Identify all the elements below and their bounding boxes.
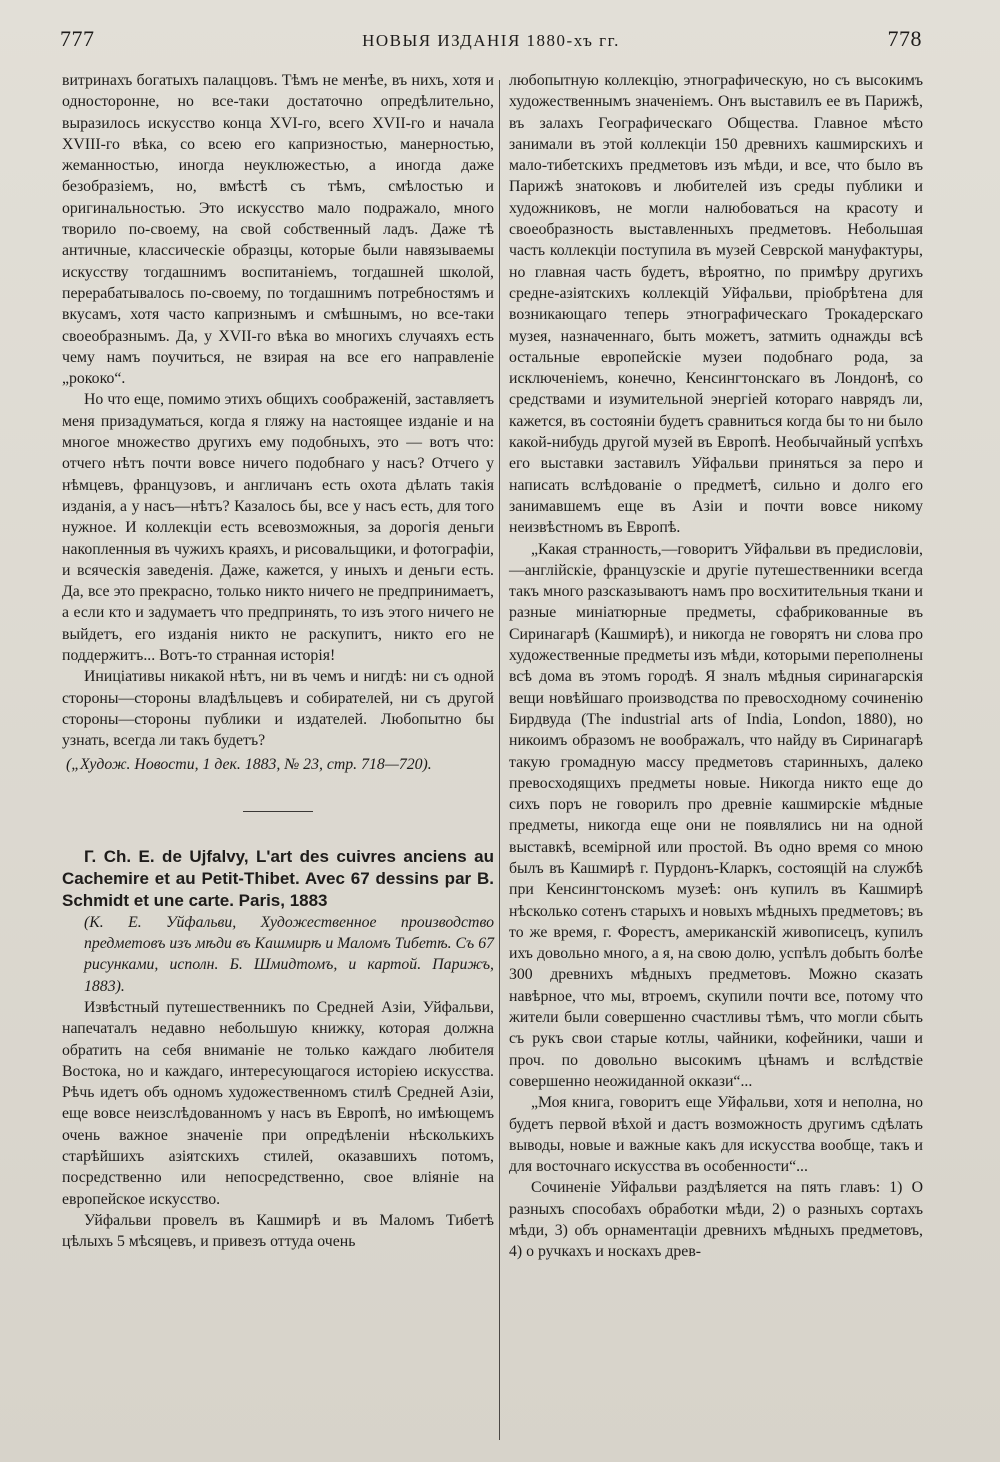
paragraph: Иниціативы никакой нѣтъ, ни въ чемъ и нигдѣ: ни съ одной стороны—стороны владѣльцевъ и собирателей, ни съ другой стороны—стороны публики и издателей. Любопытно бы узнать, всегда ли такъ будетъ? [62, 668, 494, 750]
source-citation: („Худож. Новости, 1 дек. 1883, № 23, стр. 718—720). [66, 755, 432, 773]
paragraph: „Моя книга, говоритъ еще Уйфальви, хотя и неполна, но будетъ первой вѣхой и дастъ возможность другимъ сдѣлать выводы, новые и важные какъ для искусства вообще, такъ и для восточнаго искусства въ особенности“... [509, 1094, 923, 1176]
left-column [62, 70, 494, 1253]
page-number-right: 778 [887, 26, 922, 51]
paragraph: Сочиненіе Уйфальви раздѣляется на пять главъ: 1) О разныхъ способахъ обработки мѣди, 2) о разныхъ сортахъ мѣди, 3) объ орнаментаціи древнихъ мѣдныхъ предметовъ, 4) о ручкахъ и носкахъ древ- [509, 1179, 923, 1261]
column-rule [499, 80, 500, 1440]
book-title: Г. Ch. E. de Ujfalvy, L'art des cuivres anciens au Cachemire et au Petit-Thibet. Avec 67 dessins par B. Schmidt et une carte. Paris, 1883 [62, 846, 494, 910]
book-subtitle: (К. Е. Уйфальви, Художественное производство предметовъ изъ мѣди въ Кашмирѣ и Маломъ Тибетѣ. Съ 67 рисунками, исполн. Б. Шмидтомъ, и картой. Парижъ, 1883). [84, 913, 494, 995]
page-number-left: 777 [60, 26, 95, 51]
paragraph: витринахъ богатыхъ палаццовъ. Тѣмъ не менѣе, въ нихъ, хотя и односторонне, но все-таки достаточно опредѣлительно, выразилось искусство конца XVI-го, всего XVII-го и начала XVIII-го вѣка, со всею его капризностью, манерностью, жеманностью, иногда неуклюжестью, а иногда даже безобразіемъ, но, вмѣстѣ съ тѣмъ, смѣлостью и оригинальностью. Это искусство мало подражало, много творило по-своему, на свой собственный ладъ. Даже тѣ античные, классическіе образцы, которые были навязываемы искусству тогдашнимъ воспитаніемъ, тогдашней школой, перерабатывалось по-своему, по тогдашнимъ потребностямъ и вкусамъ, хотя часто капризнымъ и смѣшнымъ, но все-таки своеобразнымъ. Да, у XVII-го вѣка во многихъ случаяхъ есть чему намъ поучиться, не взирая на все его направленіе „рококо“. [62, 72, 494, 388]
paragraph: Извѣстный путешественникъ по Средней Азіи, Уйфальви, напечаталъ недавно небольшую книжку, которая должна обратить на себя вниманіе не только каждаго любителя Востока, но и каждаго, интересующагося исторіею искусства. Рѣчь идетъ объ одномъ художественномъ стилѣ Средней Азіи, еще вовсе неизслѣдованномъ у насъ въ Европѣ, но имѣющемъ очень важное значеніе при опредѣленіи нѣсколькихъ старѣйшихъ азіятскихъ стилей, оказавшихъ потомъ, посредственно или непосредственно, свое вліяніе на европейское искусство. [62, 998, 494, 1208]
section-divider [243, 811, 313, 812]
paragraph: Уйфальви провелъ въ Кашмирѣ и въ Маломъ Тибетѣ цѣлыхъ 5 мѣсяцевъ, и привезъ оттуда очень [62, 1211, 494, 1251]
right-column [509, 70, 923, 1263]
paragraph: Но что еще, помимо этихъ общихъ соображеній, заставляетъ меня призадуматься, когда я гляжу на настоящее изданіе и на многое множество другихъ ему подобныхъ, это — вотъ что: отчего нѣтъ почти вовсе ничего подобнаго у насъ? Отчего у нѣмцевъ, французовъ, и англичанъ есть охота дѣлать такія изданія, а у насъ—нѣтъ? Казалось бы, все у насъ есть, для того нужное. И коллекціи есть всевозможныя, за дорогія деньги накопленныя въ чужихъ краяхъ, и рисовальщики, и фотографіи, и всяческія заведенія. Даже, кажется, у иныхъ и деньги есть. Да, все это прекрасно, только никто ничего не предпринимаетъ, а если кто и задумаетъ что предпринять, то изъ этого ничего не выйдетъ, его изданія никто не раскупитъ, никто его не поддержитъ... Вотъ-то странная исторія! [62, 391, 494, 665]
paragraph: „Какая странность,—говоритъ Уйфальви въ предисловіи,—англійскіе, французскіе и другіе путешественники всегда такъ много разсказываютъ намъ про восхитительныя ткани и разные миніатюрные предметы, сфабрикованные въ Сиринагарѣ (Кашмирѣ), и никогда не говорятъ ни слова про художественные предметы изъ мѣди, которыми переполнены всѣ дома въ этомъ городѣ. Я зналъ мѣдныя сиринагарскія вещи новѣйшаго производства по превосходному сочиненію Бирдвуда (The industrial arts of India, London, 1880), но никоимъ образомъ не воображалъ, что найду въ Сиринагарѣ такую громадную массу предметовъ старинныхъ, далеко превосходящихъ предметы новые. Никогда никто еще до сихъ поръ не говорилъ про древніе кашмирскіе мѣдные предметы, никогда еще они не появлялись ни на одной выставкѣ, всемірной или простой. Въ одно время со мною былъ въ Кашмирѣ г. Пурдонъ-Кларкъ, состоящій на службѣ при Кенсингтонскомъ музеѣ: онъ купилъ въ Кашмирѣ нѣсколько сотенъ старыхъ и новыхъ мѣдныхъ предметовъ; въ то же время, г. Форестъ, американскій живописецъ, купилъ ихъ довольно много, а я, на свою долю, успѣлъ добыть болѣе 300 древнихъ мѣдныхъ предметовъ. Можно сказать навѣрное, что мы, втроемъ, скупили почти все, потому что жители были совершенно счастливы тѣмъ, что могли сбыть съ рукъ свои старые котлы, чайники, кофейники, чаши и проч. по довольно высокимъ цѣнамъ и вслѣдствіе совершенно неожиданной оккази“... [509, 540, 923, 1090]
paragraph: любопытную коллекцію, этнографическую, но съ высокимъ художественнымъ значеніемъ. Онъ выставилъ ее въ Парижѣ, въ залахъ Географическаго Общества. Главное мѣсто занимали въ этой коллекціи 150 древнихъ кашмирскихъ и мало-тибетскихъ предметовъ изъ мѣди, и все, что было въ Парижѣ знатоковъ и любителей изъ среды публики и художниковъ, не могли налюбоваться на красоту и своеобразность выставленныхъ предметовъ. Небольшая часть коллекціи поступила въ музей Севрской мануфактуры, но главная часть будетъ, вѣроятно, по примѣру другихъ средне-азіятскихъ коллекцій Уйфальви, пріобрѣтена для возникающаго теперь этнографическаго Трокадерскаго музея, назначеннаго, быть можетъ, затмить однажды всѣ остальные европейскіе музеи подобнаго рода, за исключеніемъ, конечно, Кенсингтонскаго въ Лондонѣ, со средствами и изумительной энергіей котораго наврядъ ли, кажется, въ состояніи будетъ сравниться когда бы то ни было какой-нибудь другой музей въ Европѣ. Необычайный успѣхъ его выставки заставилъ Уйфальви приняться за перо и написать вслѣдованіе о предметѣ, сильно и долго его занимавшемъ еще въ Азіи и почти вовсе никому неизвѣстномъ въ Европѣ. [509, 72, 923, 537]
running-title: НОВЫЯ ИЗДАНІЯ 1880-хъ гг. [362, 31, 620, 50]
page-header [60, 26, 922, 56]
